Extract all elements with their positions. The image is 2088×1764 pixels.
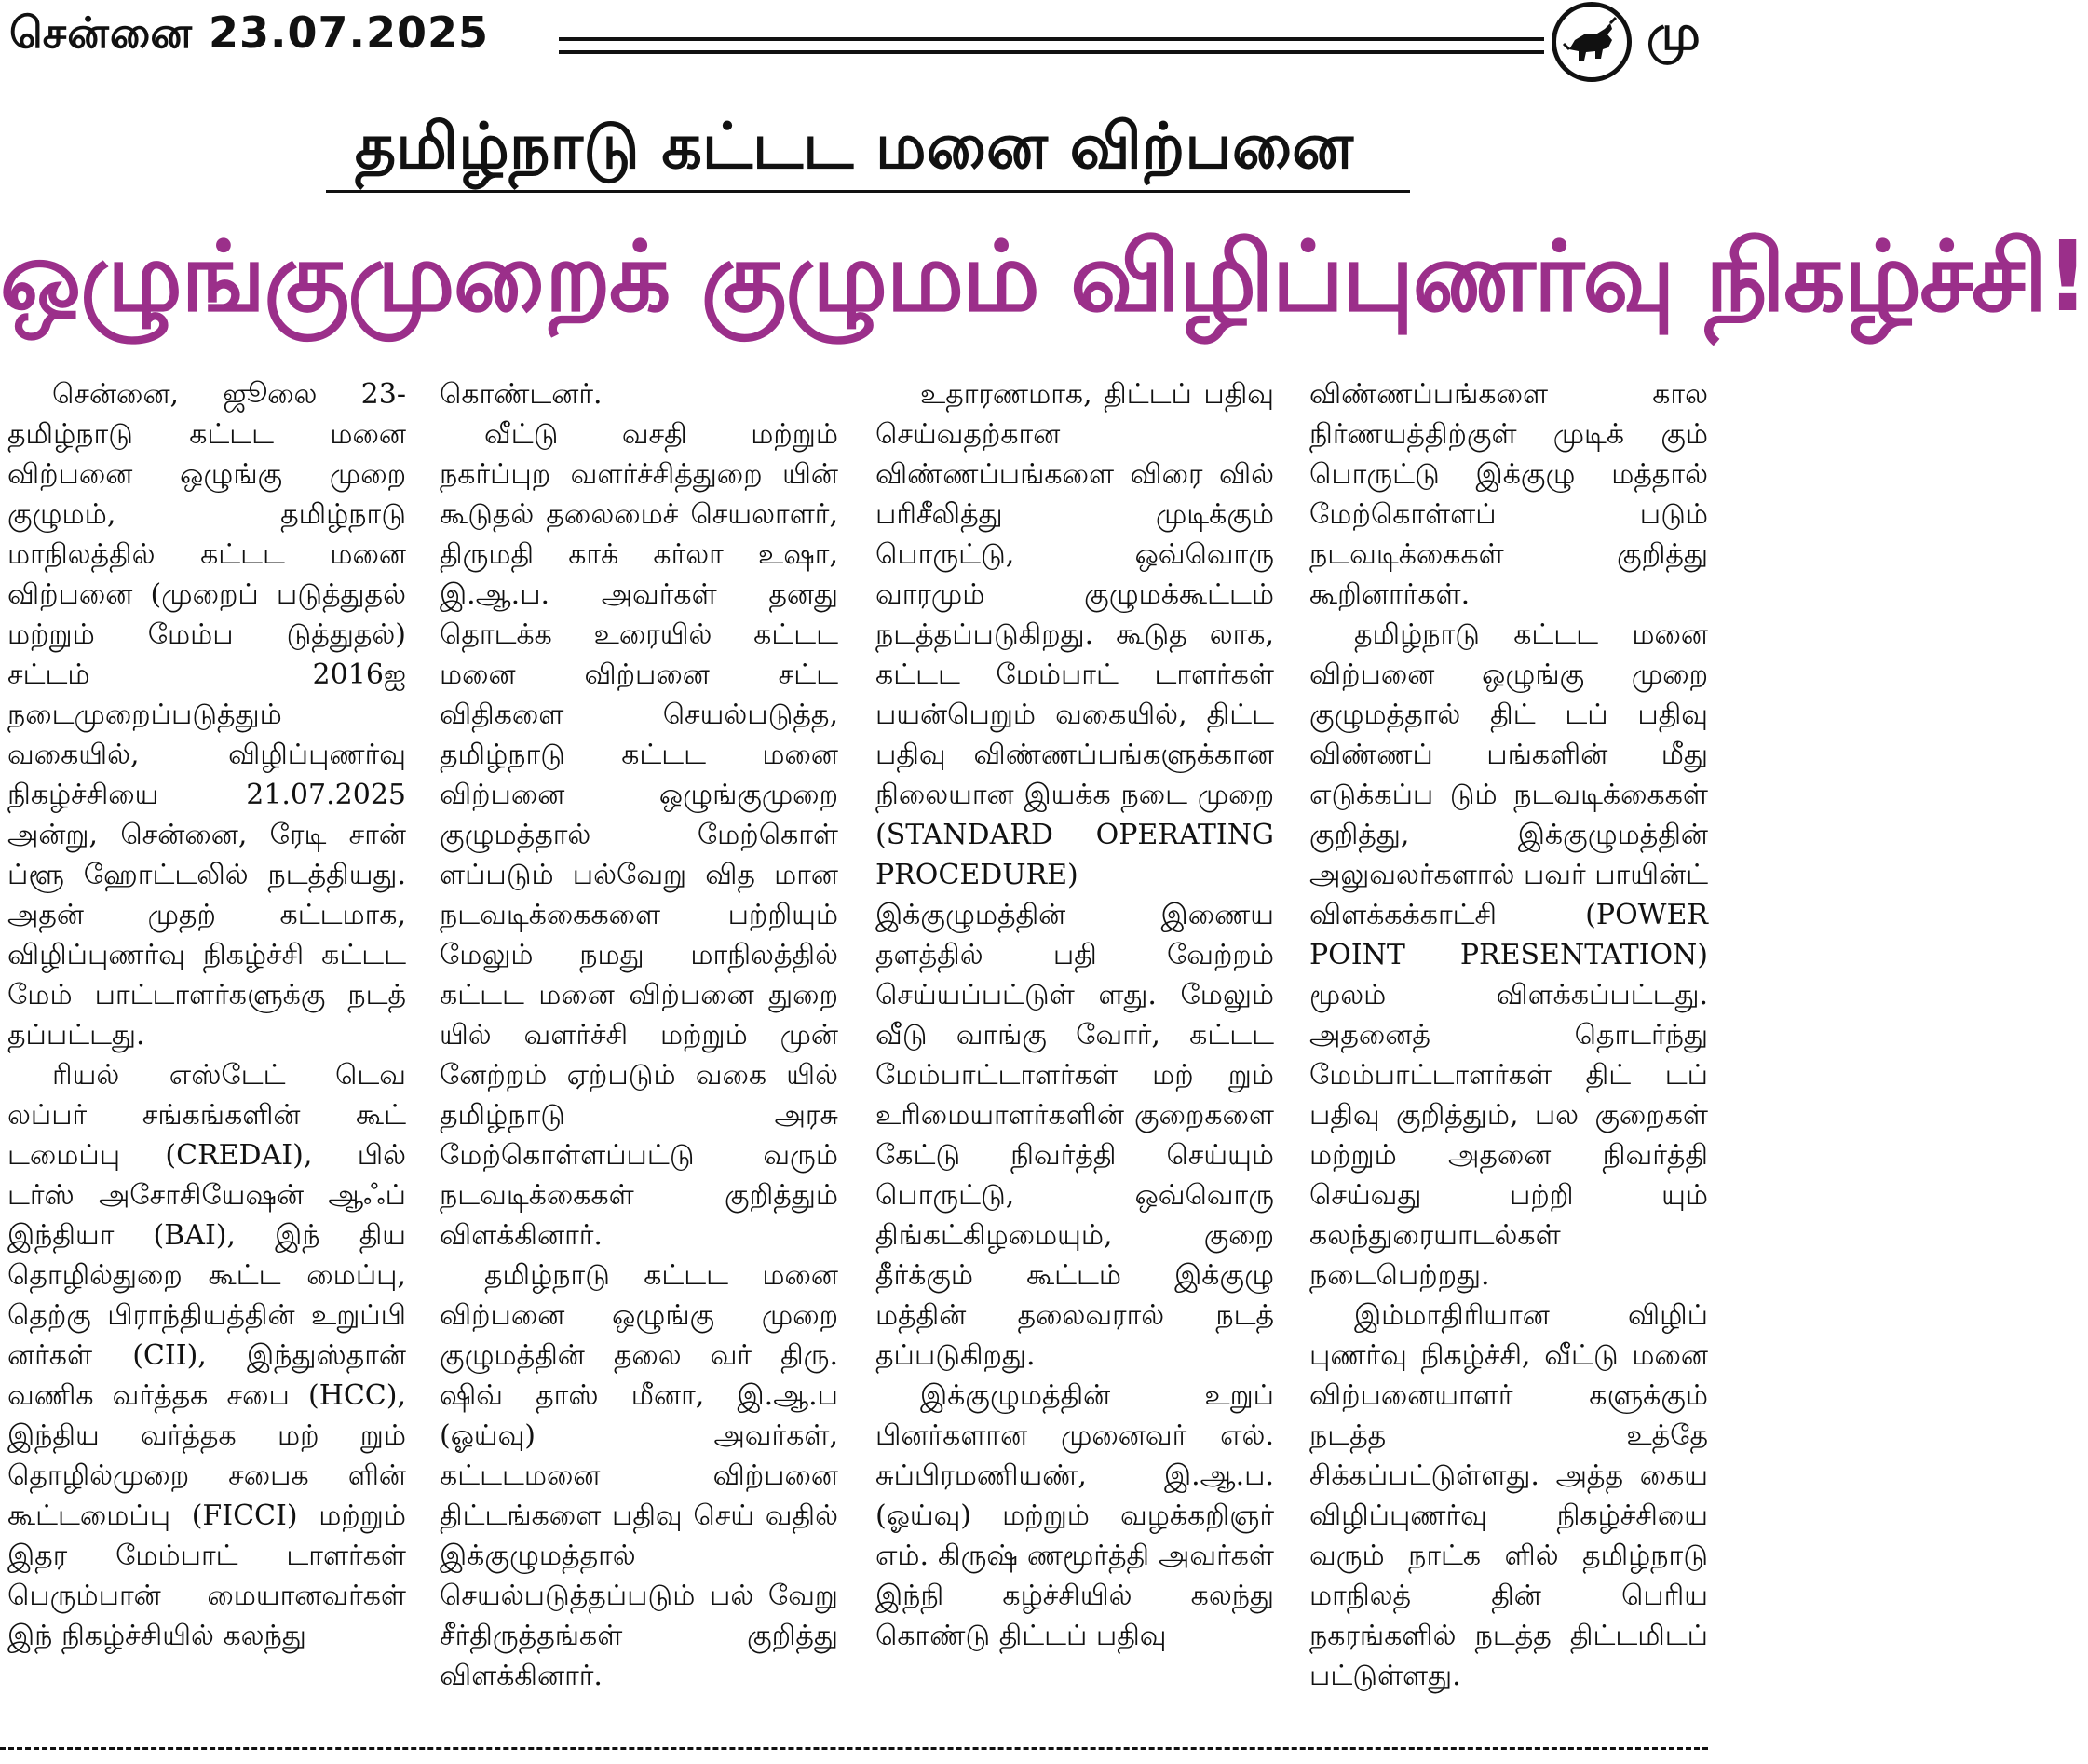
bull-emblem-icon xyxy=(1552,2,1632,82)
article-column-1 xyxy=(7,374,406,1732)
masthead-double-rule xyxy=(559,37,1544,54)
article-column-3 xyxy=(875,374,1274,1732)
article-body xyxy=(7,374,1708,1732)
masthead xyxy=(0,0,1708,86)
paragraph: உதாரணமாக, திட்டப் பதிவு செய்வதற்கான விண்ணப்பங்களை விரை வில் பரிசீலித்து முடிக்கும் பொருட்டு, ஒவ்வொரு வாரமும் குழுமக்கூட்டம் நடத்தப்படுகிறது. கூடுத லாக, கட்டட மேம்பாட் டாளர்கள் பயன்பெறும் வகையில், திட்ட பதிவு விண்ணப்பங்களுக்கான நிலையான இயக்க நடை முறை (STANDARD OPERATING PROCEDURE) இக்குழுமத்தின் இணைய தளத்தில் பதி வேற்றம் செய்யப்பட்டுள் ளது. மேலும் வீடு வாங்கு வோர், கட்டட மேம்பாட்டாளர்கள் மற் றும் உரிமையாளர்களின் குறைகளை கேட்டு நிவர்த்தி செய்யும் பொருட்டு, ஒவ்வொரு திங்கட்கிழமையும், குறை தீர்க்கும் கூட்டம் இக்குழு மத்தின் தலைவரால் நடத் தப்படுகிறது. xyxy=(875,378,1274,1372)
paragraph: இக்குழுமத்தின் உறுப் பினர்களான முனைவர் எல். சுப்பிரமணியண், இ.ஆ.ப. (ஓய்வு) மற்றும் வழக்கறிஞர் எம். கிருஷ் ணமூர்த்தி அவர்கள் இந்நி கழ்ச்சியில் கலந்து கொண்டு திட்டப் பதிவு xyxy=(875,1379,1274,1652)
paper-initial: மு xyxy=(1647,6,1701,61)
article-kicker: தமிழ்நாடு கட்டட மனை விற்பனை xyxy=(354,110,1354,183)
paragraph: இம்மாதிரியான விழிப் புணர்வு நிகழ்ச்சி, வீட்டு மனை விற்பனையாளர் களுக்கும் நடத்த உத்தே சிக்கப்பட்டுள்ளது. அத்த கைய விழிப்புணர்வு நிகழ்ச்சியை வரும் நாட்க ளில் தமிழ்நாடு மாநிலத் தின் பெரிய நகரங்களில் நடத்த திட்டமிடப் பட்டுள்ளது. xyxy=(1309,1299,1708,1692)
paragraph: தமிழ்நாடு கட்டட மனை விற்பனை ஒழுங்கு முறை குழுமத்தால் திட் டப் பதிவு விண்ணப் பங்களின் மீது எடுக்கப்ப டும் நடவடிக்கைகள் குறித்து, இக்குழுமத்தின் அலுவலர்களால் பவர் பாயின்ட் விளக்கக்காட்சி (POWER POINT PRESENTATION) மூலம் விளக்கப்பட்டது. அதனைத் தொடர்ந்து மேம்பாட்டாளர்கள் திட் டப் பதிவு குறித்தும், பல குறைகள் மற்றும் அதனை நிவர்த்தி செய்வது பற்றி யும் கலந்துரையாடல்கள் நடைபெற்றது. xyxy=(1309,618,1708,1292)
paragraph: சென்னை, ஜூலை 23- தமிழ்நாடு கட்டட மனை விற்பனை ஒழுங்கு முறை குழுமம், தமிழ்நாடு மாநிலத்தில் கட்டட மனை விற்பனை (முறைப் படுத்துதல் மற்றும் மேம்ப டுத்துதல்) சட்டம் 2016ஐ நடைமுறைப்படுத்தும் வகையில், விழிப்புணர்வு நிகழ்ச்சியை 21.07.2025 அன்று, சென்னை, ரேடி சான் ப்ளூ ஹோட்டலில் நடத்தியது. அதன் முதற் கட்டமாக, விழிப்புணர்வு நிகழ்ச்சி கட்டட மேம் பாட்டாளர்களுக்கு நடத் தப்பட்டது. xyxy=(7,378,406,1052)
article-column-4 xyxy=(1309,374,1708,1732)
kicker-underline xyxy=(326,190,1410,193)
paragraph: விண்ணப்பங்களை கால நிர்ணயத்திற்குள் முடிக் கும் பொருட்டு இக்குழு மத்தால் மேற்கொள்ளப் படும் நடவடிக்கைகள் குறித்து கூறினார்கள். xyxy=(1309,378,1708,611)
paragraph: தமிழ்நாடு கட்டட மனை விற்பனை ஒழுங்கு முறை குழுமத்தின் தலை வர் திரு. ஷிவ் தாஸ் மீனா, இ.ஆ.ப (ஓய்வு) அவர்கள், கட்டடமனை விற்பனை திட்டங்களை பதிவு செய் வதில் இக்குழுமத்தால் செயல்படுத்தப்படும் பல் வேறு சீர்திருத்தங்கள் குறித்து விளக்கினார். xyxy=(440,1259,838,1692)
paragraph: ரியல் எஸ்டேட் டெவ லப்பர் சங்கங்களின் கூட் டமைப்பு (CREDAI), பில் டர்ஸ் அசோசியேஷன் ஆஃப் இந்தியா (BAI), இந் திய தொழில்துறை கூட்ட மைப்பு, தெற்கு பிராந்தியத்தின் உறுப்பி னர்கள் (CII), இந்துஸ்தான் வணிக வர்த்தக சபை (HCC), இந்திய வர்த்தக மற் றும் தொழில்முறை சபைக ளின் கூட்டமைப்பு (FICCI) மற்றும் இதர மேம்பாட் டாளர்கள் பெரும்பான் மையானவர்கள் இந் நிகழ்ச்சியில் கலந்து xyxy=(7,1059,406,1652)
paragraph: கொண்டனர். xyxy=(440,378,603,411)
dateline: சென்னை 23.07.2025 xyxy=(9,7,490,58)
bottom-dashed-rule xyxy=(0,1747,1708,1750)
paragraph: வீட்டு வசதி மற்றும் நகர்ப்புற வளர்ச்சித்துறை யின் கூடுதல் தலைமைச் செயலாளர், திருமதி காக் கர்லா உஷா, இ.ஆ.ப. அவர்கள் தனது தொடக்க உரையில் கட்டட மனை விற்பனை சட்ட விதிகளை செயல்படுத்த, தமிழ்நாடு கட்டட மனை விற்பனை ஒழுங்குமுறை குழுமத்தால் மேற்கொள் ளப்படும் பல்வேறு வித மான நடவடிக்கைகளை பற்றியும் மேலும் நமது மாநிலத்தில் கட்டட மனை விற்பனை துறை யில் வளர்ச்சி மற்றும் முன் னேற்றம் ஏற்படும் வகை யில் தமிழ்நாடு அரசு மேற்கொள்ளப்பட்டு வரும் நடவடிக்கைகள் குறித்தும் விளக்கினார். xyxy=(440,418,838,1252)
article-headline: ஒழுங்குமுறைக் குழுமம் விழிப்புணர்வு நிகழ்ச்சி! xyxy=(0,220,2088,333)
article-column-2 xyxy=(440,374,838,1732)
bull-emblem-graphic xyxy=(1556,7,1627,77)
